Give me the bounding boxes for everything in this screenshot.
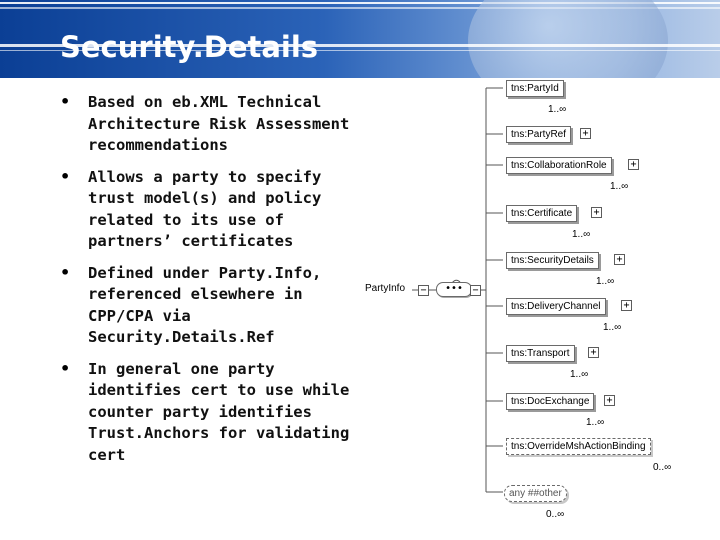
- bullet-icon: •: [60, 92, 71, 111]
- cardinality-label: 1..∞: [570, 369, 589, 380]
- bullet-icon: •: [60, 166, 71, 186]
- cardinality-label: 1..∞: [572, 229, 591, 240]
- expand-icon[interactable]: +: [588, 347, 599, 358]
- cardinality-label: 1..∞: [548, 104, 567, 115]
- element-partyid: tns:PartyId: [506, 80, 564, 97]
- cardinality-label: 0..∞: [546, 509, 565, 520]
- expand-icon[interactable]: +: [591, 207, 602, 218]
- bullet-icon: •: [60, 358, 71, 378]
- bullet-text: Defined under Party.Info, referenced elsewhere in CPP/CPA via Security.Details.Ref: [88, 263, 322, 346]
- bullet-text: In general one party identifies cert to use while counter party identifies Trust.Anchors for validating cert: [88, 359, 350, 464]
- party-info-label: PartyInfo: [365, 283, 406, 294]
- bullet-text: Based on eb.XML Technical Architecture Risk Assessment recommendations: [88, 93, 350, 154]
- element-transport: tns:Transport: [506, 345, 575, 362]
- element-securitydetails: tns:SecurityDetails: [506, 252, 599, 269]
- element-docexchange: tns:DocExchange: [506, 393, 594, 410]
- expand-icon[interactable]: +: [604, 395, 615, 406]
- sequence-icon: •••: [436, 282, 472, 297]
- element-certificate: tns:Certificate: [506, 205, 577, 222]
- bullet-icon: •: [60, 262, 71, 282]
- collapse-icon[interactable]: −: [470, 285, 481, 296]
- cardinality-label: 1..∞: [610, 181, 629, 192]
- cardinality-label: 0..∞: [653, 462, 672, 473]
- element-overridemshactionbinding: tns:OverrideMshActionBinding: [506, 438, 651, 455]
- page-title: Security.Details: [60, 30, 319, 64]
- element-partyref: tns:PartyRef: [506, 126, 571, 143]
- element-collaborationrole: tns:CollaborationRole: [506, 157, 612, 174]
- bullet-text: Allows a party to specify trust model(s) and policy related to its use of partners’ certificates: [88, 167, 322, 250]
- cardinality-label: 1..∞: [596, 276, 615, 287]
- expand-icon[interactable]: +: [614, 254, 625, 265]
- expand-icon[interactable]: +: [580, 128, 591, 139]
- element-deliverychannel: tns:DeliveryChannel: [506, 298, 606, 315]
- collapse-icon[interactable]: −: [418, 285, 429, 296]
- cardinality-label: 1..∞: [586, 417, 605, 428]
- element-any-other: any ##other: [504, 485, 567, 502]
- expand-icon[interactable]: +: [621, 300, 632, 311]
- cardinality-label: 1..∞: [603, 322, 622, 333]
- expand-icon[interactable]: +: [628, 159, 639, 170]
